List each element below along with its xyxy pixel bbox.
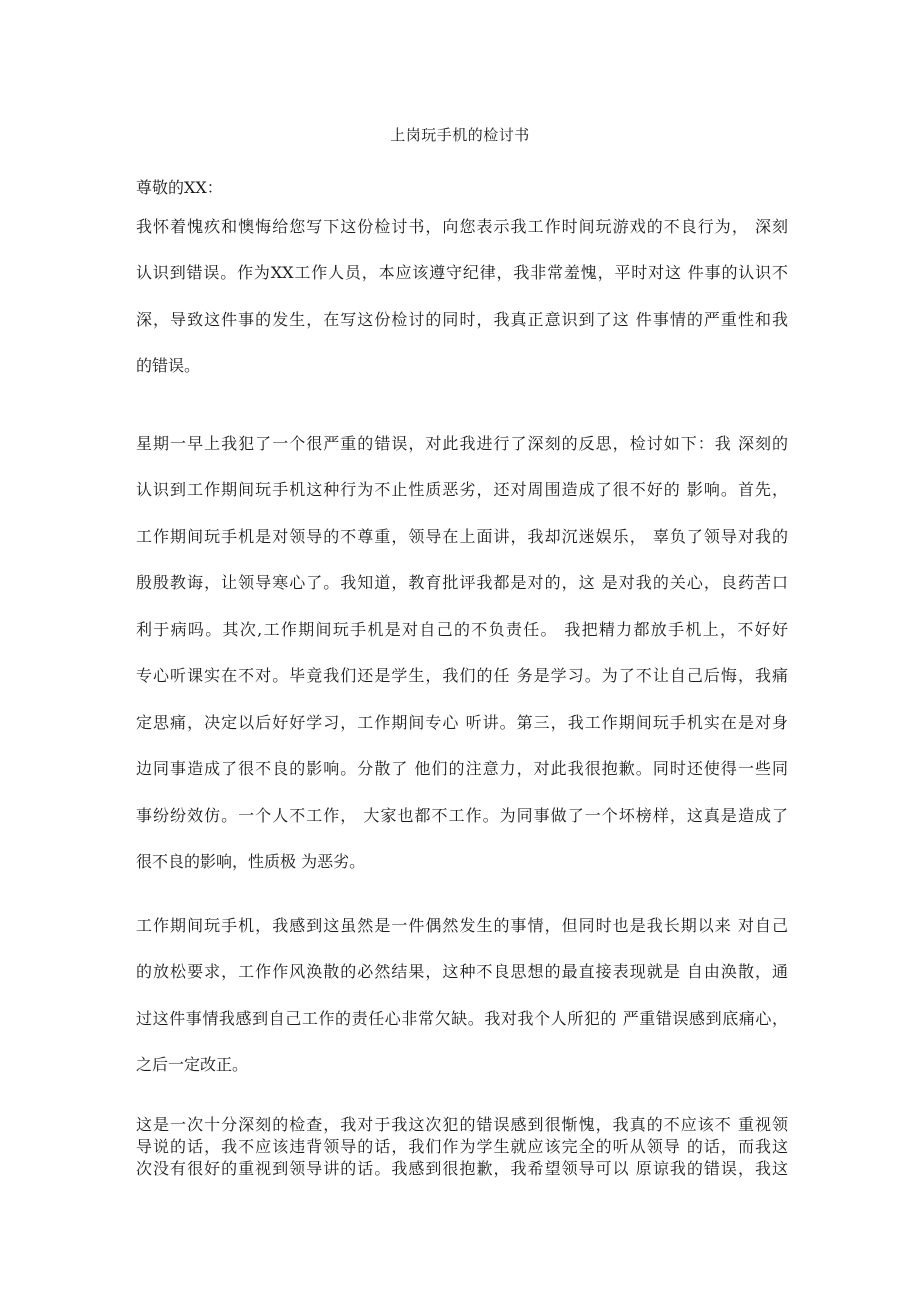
paragraph-line: 专心听课实在不对。毕竟我们还是学生，我们的任 务是学习。为了不让自己后悔，我痛: [136, 666, 788, 685]
paragraph-line: 事纷纷效仿。一个人不工作， 大家也都不工作。为同事做了一个坏榜样，这真是造成了: [136, 805, 788, 825]
paragraph-line: 认识到错误。作为XX工作人员，本应该遵守纪律，我非常羞愧，平时对这 件事的认识不: [136, 263, 788, 282]
paragraph-line: 很不良的影响，性质极 为恶劣。: [136, 852, 366, 871]
paragraph-line: 工作期间玩手机是对领导的不尊重，领导在上面讲，我却沉迷娱乐， 辜负了领导对我的: [136, 526, 788, 546]
document-title: 上岗玩手机的检讨书: [390, 126, 530, 144]
paragraph-line: 的错误。: [136, 356, 201, 375]
paragraph-1: [136, 191, 788, 377]
paragraph-line: 过这件事情我感到自己工作的责任心非常欠缺。我对我个人所犯的 严重错误感到底痛心，: [136, 1008, 788, 1028]
paragraph-line: 工作期间玩手机，我感到这虽然是一件偶然发生的事情，但同时也是我长期以来 对自己: [136, 915, 788, 935]
paragraph-line: 深，导致这件事的发生，在写这份检讨的同时，我真正意识到了这 件事情的严重性和我: [136, 309, 788, 329]
paragraph-line: 认识到工作期间玩手机这种行为不止性质恶劣，还对周围造成了很不好的 影响。首先，: [136, 480, 788, 499]
paragraph-4: [136, 1114, 788, 1180]
paragraph-line: 导说的话，我不应该违背领导的话，我们作为学生就应该完全的听从领导 的话，而我这: [136, 1137, 788, 1156]
paragraph-2: [136, 408, 788, 873]
salutation: 尊敬的XX：: [136, 178, 223, 197]
paragraph-line: 之后一定改正。: [136, 1055, 249, 1074]
paragraph-line: 星期一早上我犯了一个很严重的错误，对此我进行了深刻的反思，检讨如下：我 深刻的: [136, 433, 788, 453]
paragraph-line: 次没有很好的重视到领导讲的话。我感到很抱歉，我希望领导可以 原谅我的错误，我这: [136, 1159, 788, 1178]
paragraph-line: 定思痛，决定以后好好学习，工作期间专心 听讲。第三，我工作期间玩手机实在是对身: [136, 712, 788, 732]
paragraph-line: 殷殷教诲，让领导寒心了。我知道，教育批评我都是对的，这 是对我的关心，良药苦口: [136, 573, 788, 592]
paragraph-line: 的放松要求，工作作风涣散的必然结果，这种不良思想的最直接表现就是 自由涣散，通: [136, 962, 788, 981]
paragraph-line: 这是一次十分深刻的检查，我对于我这次犯的错误感到很惭愧，我真的不应该不 重视领: [136, 1115, 788, 1134]
paragraph-line: 利于病吗。其次,工作期间玩手机是对自己的不负责任。 我把精力都放手机上，不好好: [136, 619, 788, 639]
paragraph-line: 边同事造成了很不良的影响。分散了 他们的注意力，对此我很抱歉。同时还使得一些同: [136, 759, 788, 778]
paragraph-3: [136, 890, 788, 1076]
paragraph-line: 我怀着愧疚和懊悔给您写下这份检讨书，向您表示我工作时间玩游戏的不良行为， 深刻: [136, 216, 788, 236]
